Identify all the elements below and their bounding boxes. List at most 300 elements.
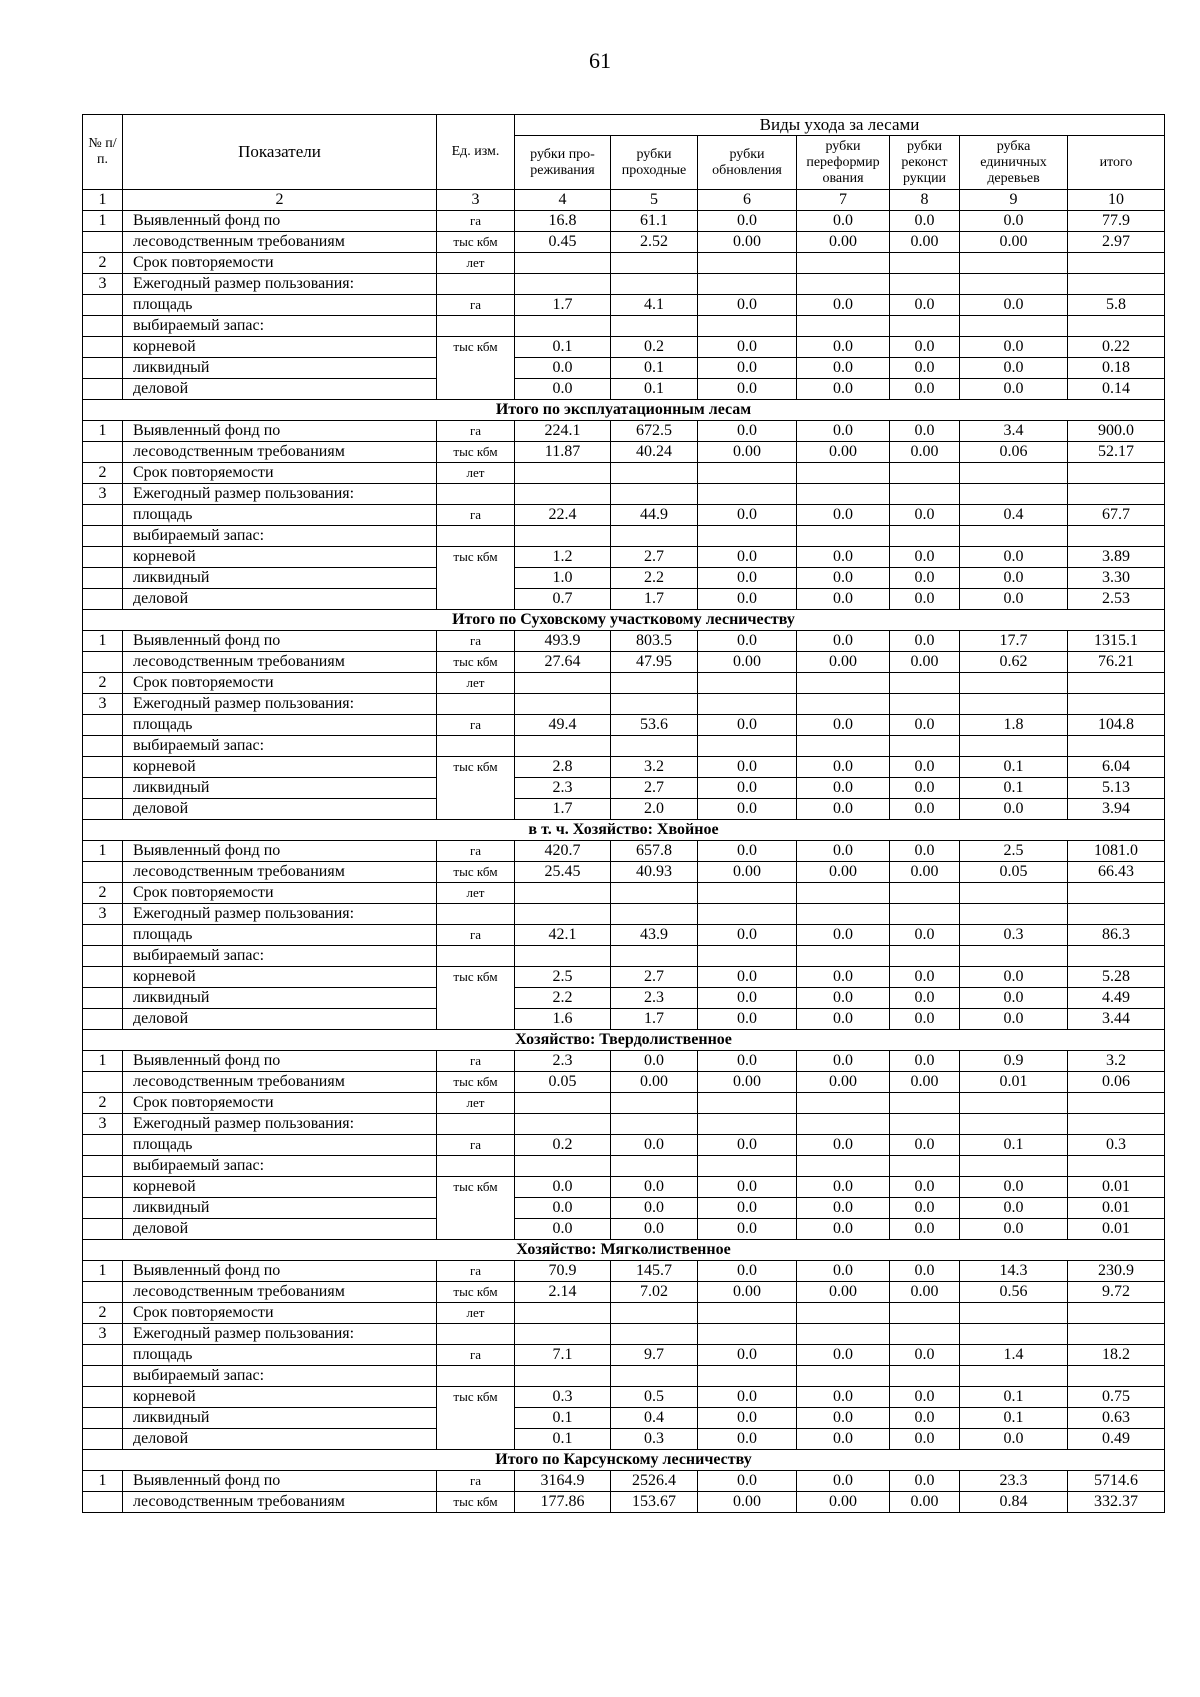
row-value: 0.01	[960, 1072, 1068, 1093]
row-value: 2.3	[611, 988, 698, 1009]
table-row	[83, 904, 1165, 925]
row-value: 2.7	[611, 547, 698, 568]
section-title-row	[83, 1240, 1165, 1261]
row-value: 0.0	[698, 1261, 797, 1282]
row-value	[890, 673, 960, 694]
row-value: 0.0	[960, 337, 1068, 358]
row-indicator: Ежегодный размер пользования:	[123, 694, 437, 715]
row-value: 0.0	[698, 1387, 797, 1408]
row-value: 0.0	[890, 337, 960, 358]
row-value: 86.3	[1068, 925, 1165, 946]
row-value: 657.8	[611, 841, 698, 862]
row-number	[83, 799, 123, 820]
row-value: 0.0	[797, 841, 890, 862]
header-care-type: рубка единичных деревьев	[960, 136, 1068, 190]
row-indicator: Ежегодный размер пользования:	[123, 1324, 437, 1345]
row-value: 0.0	[797, 715, 890, 736]
row-value: 5.8	[1068, 295, 1165, 316]
row-value	[515, 1303, 611, 1324]
row-value: 0.0	[698, 1051, 797, 1072]
row-value	[890, 253, 960, 274]
row-value: 0.0	[797, 1261, 890, 1282]
row-value	[960, 673, 1068, 694]
table-row	[83, 862, 1165, 883]
header-care-type: рубки переформир ования	[797, 136, 890, 190]
row-value: 145.7	[611, 1261, 698, 1282]
table-row	[83, 1261, 1165, 1282]
row-number	[83, 442, 123, 463]
row-indicator: деловой	[123, 379, 437, 400]
row-value: 0.0	[797, 295, 890, 316]
table-row	[83, 1366, 1165, 1387]
row-value	[890, 946, 960, 967]
row-value	[611, 736, 698, 757]
row-value: 0.06	[1068, 1072, 1165, 1093]
row-value: 0.00	[890, 442, 960, 463]
row-value: 11.87	[515, 442, 611, 463]
row-value: 3.2	[611, 757, 698, 778]
row-unit	[437, 1198, 515, 1219]
row-value	[698, 1093, 797, 1114]
row-value: 0.00	[698, 1072, 797, 1093]
row-value: 0.00	[698, 652, 797, 673]
row-number: 2	[83, 1093, 123, 1114]
table-row	[83, 925, 1165, 946]
row-indicator: деловой	[123, 589, 437, 610]
row-unit: га	[437, 1345, 515, 1366]
row-value	[611, 274, 698, 295]
row-value: 2.52	[611, 232, 698, 253]
row-value: 52.17	[1068, 442, 1165, 463]
row-value: 0.0	[698, 421, 797, 442]
row-indicator: Срок повторяемости	[123, 463, 437, 484]
table-row	[83, 988, 1165, 1009]
row-value: 0.1	[960, 1135, 1068, 1156]
row-number: 1	[83, 631, 123, 652]
row-value	[797, 1303, 890, 1324]
row-value	[611, 1366, 698, 1387]
row-value: 0.0	[797, 1198, 890, 1219]
row-value: 3.89	[1068, 547, 1165, 568]
row-value: 0.0	[611, 1219, 698, 1240]
row-value	[698, 463, 797, 484]
row-unit: лет	[437, 673, 515, 694]
row-value	[797, 274, 890, 295]
row-number	[83, 757, 123, 778]
row-number	[83, 1198, 123, 1219]
row-value: 1.7	[515, 295, 611, 316]
table-row	[83, 1345, 1165, 1366]
row-value: 0.05	[515, 1072, 611, 1093]
row-value: 16.8	[515, 211, 611, 232]
row-value: 0.00	[890, 652, 960, 673]
row-value: 0.0	[960, 568, 1068, 589]
row-value: 224.1	[515, 421, 611, 442]
row-value: 0.0	[611, 1135, 698, 1156]
row-value: 0.0	[890, 358, 960, 379]
row-value: 7.1	[515, 1345, 611, 1366]
row-unit	[437, 1114, 515, 1135]
row-value: 0.0	[698, 799, 797, 820]
row-value: 0.0	[797, 778, 890, 799]
table-row	[83, 631, 1165, 652]
row-value	[797, 463, 890, 484]
column-index-row	[83, 190, 1165, 211]
row-value: 3.4	[960, 421, 1068, 442]
row-value: 0.0	[890, 568, 960, 589]
row-unit	[437, 316, 515, 337]
row-value: 0.3	[960, 925, 1068, 946]
row-unit: тыс кбм	[437, 967, 515, 988]
row-number	[83, 316, 123, 337]
table-row	[83, 757, 1165, 778]
table-row	[83, 1177, 1165, 1198]
table-row	[83, 1408, 1165, 1429]
row-indicator: лесоводственным требованиям	[123, 862, 437, 883]
header-care-types-group: Виды ухода за лесами	[515, 115, 1165, 136]
row-value: 67.7	[1068, 505, 1165, 526]
row-value: 4.1	[611, 295, 698, 316]
row-value: 0.00	[797, 232, 890, 253]
row-value: 0.0	[698, 1177, 797, 1198]
row-value: 803.5	[611, 631, 698, 652]
row-value	[890, 1156, 960, 1177]
table-row	[83, 295, 1165, 316]
row-value: 0.0	[890, 778, 960, 799]
row-indicator: выбираемый запас:	[123, 1366, 437, 1387]
row-value: 0.0	[797, 505, 890, 526]
row-value: 0.0	[698, 757, 797, 778]
row-value	[611, 1303, 698, 1324]
row-number: 3	[83, 694, 123, 715]
row-unit: тыс кбм	[437, 232, 515, 253]
table-row	[83, 1009, 1165, 1030]
row-value	[611, 673, 698, 694]
row-unit	[437, 988, 515, 1009]
row-indicator: выбираемый запас:	[123, 946, 437, 967]
row-number	[83, 358, 123, 379]
row-value: 153.67	[611, 1492, 698, 1513]
row-value	[890, 316, 960, 337]
row-unit: лет	[437, 1093, 515, 1114]
row-value: 0.0	[698, 967, 797, 988]
row-unit	[437, 379, 515, 400]
row-unit: га	[437, 925, 515, 946]
row-value: 3.30	[1068, 568, 1165, 589]
row-value: 0.0	[960, 589, 1068, 610]
row-value	[515, 904, 611, 925]
row-indicator: Ежегодный размер пользования:	[123, 274, 437, 295]
row-value	[698, 736, 797, 757]
row-number: 1	[83, 211, 123, 232]
row-unit: тыс кбм	[437, 1387, 515, 1408]
row-indicator: площадь	[123, 715, 437, 736]
row-value	[797, 526, 890, 547]
row-value: 0.0	[698, 1009, 797, 1030]
row-value	[797, 1114, 890, 1135]
row-value	[515, 1093, 611, 1114]
row-value	[698, 1366, 797, 1387]
table-row	[83, 1429, 1165, 1450]
header-care-type: рубки обновления	[698, 136, 797, 190]
row-value	[1068, 526, 1165, 547]
table-row	[83, 715, 1165, 736]
row-indicator: лесоводственным требованиям	[123, 652, 437, 673]
column-index: 1	[83, 190, 123, 211]
row-value: 1315.1	[1068, 631, 1165, 652]
row-unit: тыс кбм	[437, 1282, 515, 1303]
row-value: 230.9	[1068, 1261, 1165, 1282]
table-row	[83, 1072, 1165, 1093]
row-value: 0.00	[611, 1072, 698, 1093]
row-value	[515, 1156, 611, 1177]
row-indicator: Выявленный фонд по	[123, 1261, 437, 1282]
row-number	[83, 1366, 123, 1387]
row-value: 0.0	[890, 925, 960, 946]
row-unit	[437, 526, 515, 547]
row-value: 0.1	[960, 1387, 1068, 1408]
table-row	[83, 1135, 1165, 1156]
row-value	[1068, 1093, 1165, 1114]
row-unit	[437, 1324, 515, 1345]
row-value: 2.3	[515, 778, 611, 799]
row-value: 22.4	[515, 505, 611, 526]
row-unit	[437, 1408, 515, 1429]
row-value: 0.0	[611, 1177, 698, 1198]
row-value: 0.00	[698, 442, 797, 463]
row-value: 0.0	[890, 967, 960, 988]
section-title-row	[83, 820, 1165, 841]
row-value: 1.7	[611, 589, 698, 610]
row-indicator: Выявленный фонд по	[123, 1051, 437, 1072]
section-title: Итого по Карсунскому лесничеству	[83, 1450, 1165, 1471]
row-value: 0.00	[797, 442, 890, 463]
row-value: 0.0	[698, 589, 797, 610]
row-unit	[437, 484, 515, 505]
row-value	[515, 673, 611, 694]
table-row	[83, 883, 1165, 904]
row-value: 0.0	[890, 715, 960, 736]
row-value: 2.2	[611, 568, 698, 589]
section-title: Итого по Суховскому участковому лесничеству	[83, 610, 1165, 631]
row-value: 0.00	[890, 232, 960, 253]
row-value	[611, 253, 698, 274]
row-value: 0.00	[797, 1492, 890, 1513]
row-unit	[437, 946, 515, 967]
row-value: 0.0	[890, 1177, 960, 1198]
row-value	[611, 1324, 698, 1345]
row-value	[698, 946, 797, 967]
row-value	[1068, 694, 1165, 715]
row-value: 0.0	[698, 1408, 797, 1429]
row-value: 0.0	[797, 379, 890, 400]
row-value: 0.1	[960, 778, 1068, 799]
row-unit: тыс кбм	[437, 1177, 515, 1198]
table-row	[83, 946, 1165, 967]
row-value	[797, 694, 890, 715]
row-number: 3	[83, 904, 123, 925]
row-indicator: корневой	[123, 967, 437, 988]
row-value: 0.0	[960, 295, 1068, 316]
row-value	[890, 274, 960, 295]
row-value: 0.45	[515, 232, 611, 253]
row-value	[797, 1093, 890, 1114]
row-value: 0.0	[797, 1051, 890, 1072]
row-value: 0.0	[960, 1177, 1068, 1198]
row-value: 0.0	[797, 1408, 890, 1429]
row-value: 0.0	[611, 1198, 698, 1219]
row-unit: га	[437, 1261, 515, 1282]
row-indicator: Выявленный фонд по	[123, 211, 437, 232]
row-value: 1.4	[960, 1345, 1068, 1366]
row-value	[698, 484, 797, 505]
row-unit	[437, 589, 515, 610]
row-value	[698, 883, 797, 904]
row-value: 0.0	[890, 1051, 960, 1072]
row-value: 0.2	[515, 1135, 611, 1156]
row-value: 40.24	[611, 442, 698, 463]
row-number	[83, 1387, 123, 1408]
row-value: 0.00	[698, 862, 797, 883]
row-value: 1.7	[515, 799, 611, 820]
row-value	[1068, 946, 1165, 967]
row-value: 0.0	[698, 715, 797, 736]
row-value: 1.0	[515, 568, 611, 589]
table-row	[83, 1303, 1165, 1324]
row-indicator: выбираемый запас:	[123, 736, 437, 757]
row-value	[960, 904, 1068, 925]
row-value	[890, 1114, 960, 1135]
row-value	[797, 253, 890, 274]
row-indicator: ликвидный	[123, 358, 437, 379]
row-value	[960, 1156, 1068, 1177]
row-value	[960, 463, 1068, 484]
row-number	[83, 1177, 123, 1198]
row-value: 0.0	[698, 211, 797, 232]
row-value: 0.0	[698, 337, 797, 358]
row-value: 0.0	[698, 841, 797, 862]
row-value: 2.8	[515, 757, 611, 778]
row-value: 493.9	[515, 631, 611, 652]
row-unit: тыс кбм	[437, 757, 515, 778]
row-indicator: Выявленный фонд по	[123, 841, 437, 862]
row-value	[960, 736, 1068, 757]
row-value: 0.00	[797, 1072, 890, 1093]
row-value: 0.56	[960, 1282, 1068, 1303]
table-row	[83, 421, 1165, 442]
section-title-row	[83, 1030, 1165, 1051]
column-index: 8	[890, 190, 960, 211]
header-unit: Ед. изм.	[437, 115, 515, 190]
row-number	[83, 379, 123, 400]
row-value: 0.0	[698, 547, 797, 568]
table-body	[83, 211, 1165, 1513]
row-number	[83, 1009, 123, 1030]
row-value: 2526.4	[611, 1471, 698, 1492]
row-value	[1068, 253, 1165, 274]
row-value	[515, 316, 611, 337]
header-indicators: Показатели	[123, 115, 437, 190]
row-value	[797, 946, 890, 967]
row-value: 104.8	[1068, 715, 1165, 736]
section-title: Хозяйство: Твердолиственное	[83, 1030, 1165, 1051]
row-number	[83, 337, 123, 358]
row-value	[611, 526, 698, 547]
row-value	[960, 316, 1068, 337]
row-value: 0.0	[698, 778, 797, 799]
row-value: 0.0	[960, 211, 1068, 232]
row-value: 44.9	[611, 505, 698, 526]
row-value: 0.0	[960, 547, 1068, 568]
row-indicator: корневой	[123, 757, 437, 778]
row-value: 2.53	[1068, 589, 1165, 610]
row-indicator: деловой	[123, 1009, 437, 1030]
row-value: 0.0	[890, 1345, 960, 1366]
row-value: 0.0	[797, 799, 890, 820]
row-value: 0.0	[698, 295, 797, 316]
row-number: 2	[83, 673, 123, 694]
row-indicator: ликвидный	[123, 778, 437, 799]
row-value: 0.0	[797, 358, 890, 379]
row-value: 0.18	[1068, 358, 1165, 379]
row-indicator: Срок повторяемости	[123, 1303, 437, 1324]
row-value: 0.0	[797, 925, 890, 946]
row-value	[960, 1366, 1068, 1387]
row-value	[960, 883, 1068, 904]
row-unit: га	[437, 1051, 515, 1072]
row-value: 0.0	[698, 631, 797, 652]
table-row	[83, 1198, 1165, 1219]
row-number: 1	[83, 1051, 123, 1072]
row-value: 0.0	[890, 1261, 960, 1282]
row-number: 3	[83, 1114, 123, 1135]
row-value	[1068, 463, 1165, 484]
row-value: 3.44	[1068, 1009, 1165, 1030]
table-row	[83, 1492, 1165, 1513]
row-value: 0.0	[960, 1429, 1068, 1450]
table-row	[83, 673, 1165, 694]
row-indicator: лесоводственным требованиям	[123, 1282, 437, 1303]
row-value	[611, 316, 698, 337]
row-value	[1068, 736, 1165, 757]
row-value: 3.94	[1068, 799, 1165, 820]
row-value	[1068, 1366, 1165, 1387]
row-value: 0.0	[890, 547, 960, 568]
row-value	[515, 526, 611, 547]
section-title-row	[83, 610, 1165, 631]
row-value: 25.45	[515, 862, 611, 883]
row-value	[515, 1324, 611, 1345]
row-number	[83, 778, 123, 799]
row-value: 0.0	[515, 1198, 611, 1219]
table-row	[83, 526, 1165, 547]
row-unit: га	[437, 211, 515, 232]
row-value: 177.86	[515, 1492, 611, 1513]
row-value	[797, 904, 890, 925]
row-value: 0.0	[890, 1198, 960, 1219]
row-value	[1068, 1114, 1165, 1135]
row-indicator: ликвидный	[123, 1408, 437, 1429]
row-value	[1068, 904, 1165, 925]
row-value: 0.00	[890, 1072, 960, 1093]
row-unit: тыс кбм	[437, 862, 515, 883]
table-row	[83, 484, 1165, 505]
table-row	[83, 274, 1165, 295]
row-value	[1068, 484, 1165, 505]
row-value	[890, 736, 960, 757]
row-value	[515, 274, 611, 295]
row-value: 9.7	[611, 1345, 698, 1366]
